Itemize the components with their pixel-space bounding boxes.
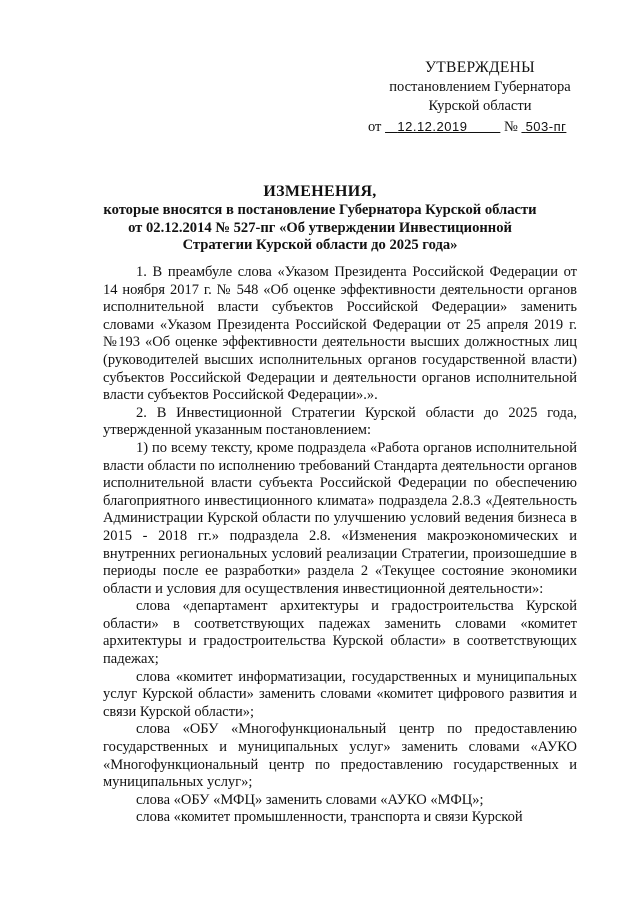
paragraph-1: 1. В преамбуле слова «Указом Президента Российской Федерации от 14 ноября 2017 г. № 548 «Об оценке эффективности деятельности органов исполнительной власти субъектов Российской Федерации» заменить словами «Указом Президента Российской Федерации от 25 апреля 2019 г. №193 «Об оценке эффективности деятельности высших должностных лиц (руководителей высших исполнительных органов государственной власти) субъектов Российской Федерации и деятельности органов исполнительной власти субъектов Российской Федерации».». (103, 264, 577, 404)
paragraph-2: 2. В Инвестиционной Стратегии Курской области до 2025 года, утвержденной указанным постановлением: (103, 404, 577, 439)
paragraph-6: слова «ОБУ «Многофункциональный центр по предоставлению государственных и муниципальных услуг» заменить словами «АУКО «Многофункциональный центр по предоставлению государственных и муниципальных услуг»; (103, 721, 577, 791)
document-body (103, 264, 577, 827)
number-prefix: № (503, 119, 518, 135)
paragraph-7: слова «ОБУ «МФЦ» заменить словами «АУКО «МФЦ»; (136, 791, 484, 808)
title-subtitle: которые вносятся в постановление Губернатора Курской области от 02.12.2014 № 527-пг «Об утверждении Инвестиционной Стратегии Курской области до 2025 года» (103, 202, 537, 254)
date-value: 12.12.2019 (397, 119, 468, 134)
approval-line-2: Курской области (428, 98, 532, 114)
date-prefix: от (368, 119, 382, 135)
approval-date-line (360, 117, 600, 137)
title-heading: ИЗМЕНЕНИЯ, (263, 183, 377, 200)
number-value: 503-пг (525, 119, 567, 134)
approval-block (360, 58, 600, 137)
document-title (95, 182, 545, 255)
paragraph-5: слова «комитет информатизации, государственных и муниципальных услуг Курской области» заменить словами «комитет цифрового развития и связи Курской области»; (103, 668, 577, 720)
approval-line-1: постановлением Губернатора (389, 79, 571, 95)
approval-heading: УТВЕРЖДЕНЫ (425, 59, 535, 76)
paragraph-4: слова «департамент архитектуры и градостроительства Курской области» в соответствующих падежах заменить словами «комитет архитектуры и градостроительства Курской области» в соответствующих падежах; (103, 598, 577, 668)
paragraph-3: 1) по всему тексту, кроме подраздела «Работа органов исполнительной власти области по исполнению требований Стандарта деятельности органов исполнительной власти субъекта Российской Федерации по обеспечению благоприятного инвестиционного климата» подраздела 2.8.3 «Деятельность Администрации Курской области по улучшению условий ведения бизнеса в 2015 - 2018 гг.» подраздела 2.8. «Изменения макроэкономических и внутренних региональных условий реализации Стратегии, произошедшие в периоды после ее разработки» раздела 2 «Текущее состояние экономики области и условия для осуществления инвестиционной деятельности»: (103, 439, 577, 597)
paragraph-8: слова «комитет промышленности, транспорта и связи Курской (136, 809, 523, 826)
